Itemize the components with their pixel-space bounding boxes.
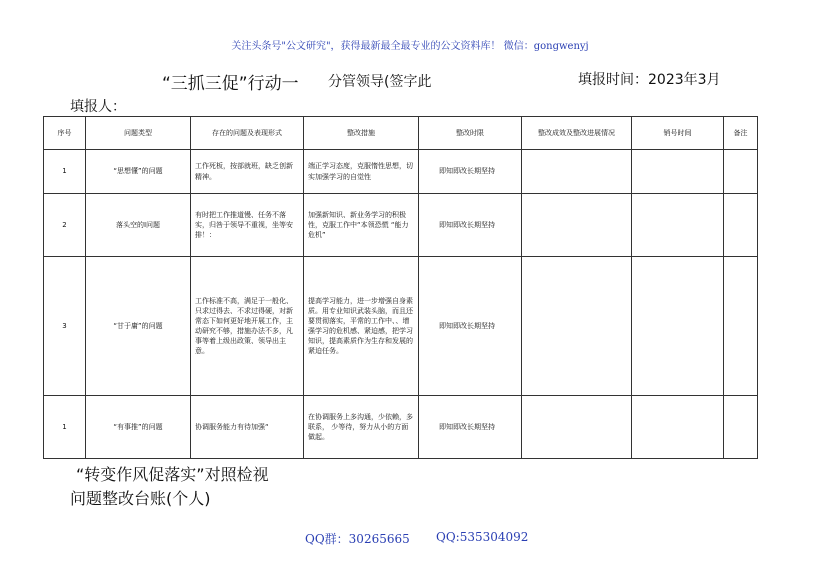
table-row [44, 150, 758, 194]
row-deadline: 即知即改长期坚持 [419, 150, 522, 194]
table-row [44, 396, 758, 459]
row-closing-time [632, 396, 724, 459]
row-progress [522, 257, 632, 396]
row-type: “思想懂”的问题 [86, 150, 191, 194]
row-closing-time [632, 150, 724, 194]
header-remark: 备注 [724, 117, 758, 150]
row-seq: 1 [44, 150, 86, 194]
leader-signature-label: 分管领导(签字此 [328, 74, 432, 90]
qq-group: QQ群：30265665 [305, 532, 410, 546]
row-seq: 1 [44, 396, 86, 459]
header-note: 关注头条号"公文研究"，获得最新最全最专业的公文资料库！ 微信：gongwenyj [231, 41, 589, 52]
qq-number: QQ:535304092 [436, 530, 529, 544]
row-closing-time [632, 257, 724, 396]
row-progress [522, 194, 632, 257]
table-row [44, 194, 758, 257]
footer-title-line-2: 问题整改台账(个人) [70, 489, 211, 508]
row-remark [724, 396, 758, 459]
header-closing-time: 销号时间 [632, 117, 724, 150]
header-problem: 存在的问题及表现形式 [191, 117, 304, 150]
fill-date: 填报时间：2023年3月 [578, 72, 721, 88]
row-deadline: 即知即改长期坚持 [419, 194, 522, 257]
row-closing-time [632, 194, 724, 257]
header-type: 问题类型 [86, 117, 191, 150]
row-measure: 加强新知识、新业务学习的积极性，克服工作中“本领恐慌 “能力危机” [304, 194, 419, 257]
header-deadline: 整改时限 [419, 117, 522, 150]
table-row [44, 257, 758, 396]
row-type: “有事推”的问题 [86, 396, 191, 459]
header-progress: 整改成效及整改进展情况 [522, 117, 632, 150]
row-measure: 在协调服务上多沟通，少依赖，多联系， 少等待，努力从小的方面做起。 [304, 396, 419, 459]
row-progress [522, 396, 632, 459]
row-type: “甘于庸”的问题 [86, 257, 191, 396]
page-title: “三抓三促”行动一 [162, 74, 299, 94]
row-measure: 端正学习态度，克服惰性思想，切实加强学习的自觉性 [304, 150, 419, 194]
footer-title-line-1: “转变作风促落实”对照检视 [76, 465, 269, 484]
row-type: 落头空的I问题 [86, 194, 191, 257]
row-remark [724, 194, 758, 257]
row-seq: 3 [44, 257, 86, 396]
row-problem: 工作死板，按部就班，缺乏创新精神。 [191, 150, 304, 194]
reporter-label: 填报人： [70, 99, 126, 115]
table-header-row [44, 117, 758, 150]
row-remark [724, 150, 758, 194]
header-seq: 序号 [44, 117, 86, 150]
row-problem: 协调服务能力有待加强“ [191, 396, 304, 459]
row-problem: 工作标准不高，满足于一般化、只求过得去、不求过得硬，对新常态下如何更好地开展工作，主动研究不够，措施办法不多，凡事等着上级出政策、领导出主意。 [191, 257, 304, 396]
row-remark [724, 257, 758, 396]
row-deadline: 即知即改长期坚持 [419, 257, 522, 396]
header-measure: 整改措施 [304, 117, 419, 150]
row-progress [522, 150, 632, 194]
row-deadline: 即知即改长期坚持 [419, 396, 522, 459]
row-measure: 提高学习能力，进一步增强自身素质。用专业知识武装头脑，而且还要贯彻落实，平常的工作中、、增强学习的危机感、紧迫感，把学习知识，提高素质作为生存和发展的紧迫任务。 [304, 257, 419, 396]
rectification-ledger-table [43, 116, 758, 459]
row-problem: 有时把工作推道慢、任务不落实，归咎于领导不重视，坐等安 排！： [191, 194, 304, 257]
row-seq: 2 [44, 194, 86, 257]
